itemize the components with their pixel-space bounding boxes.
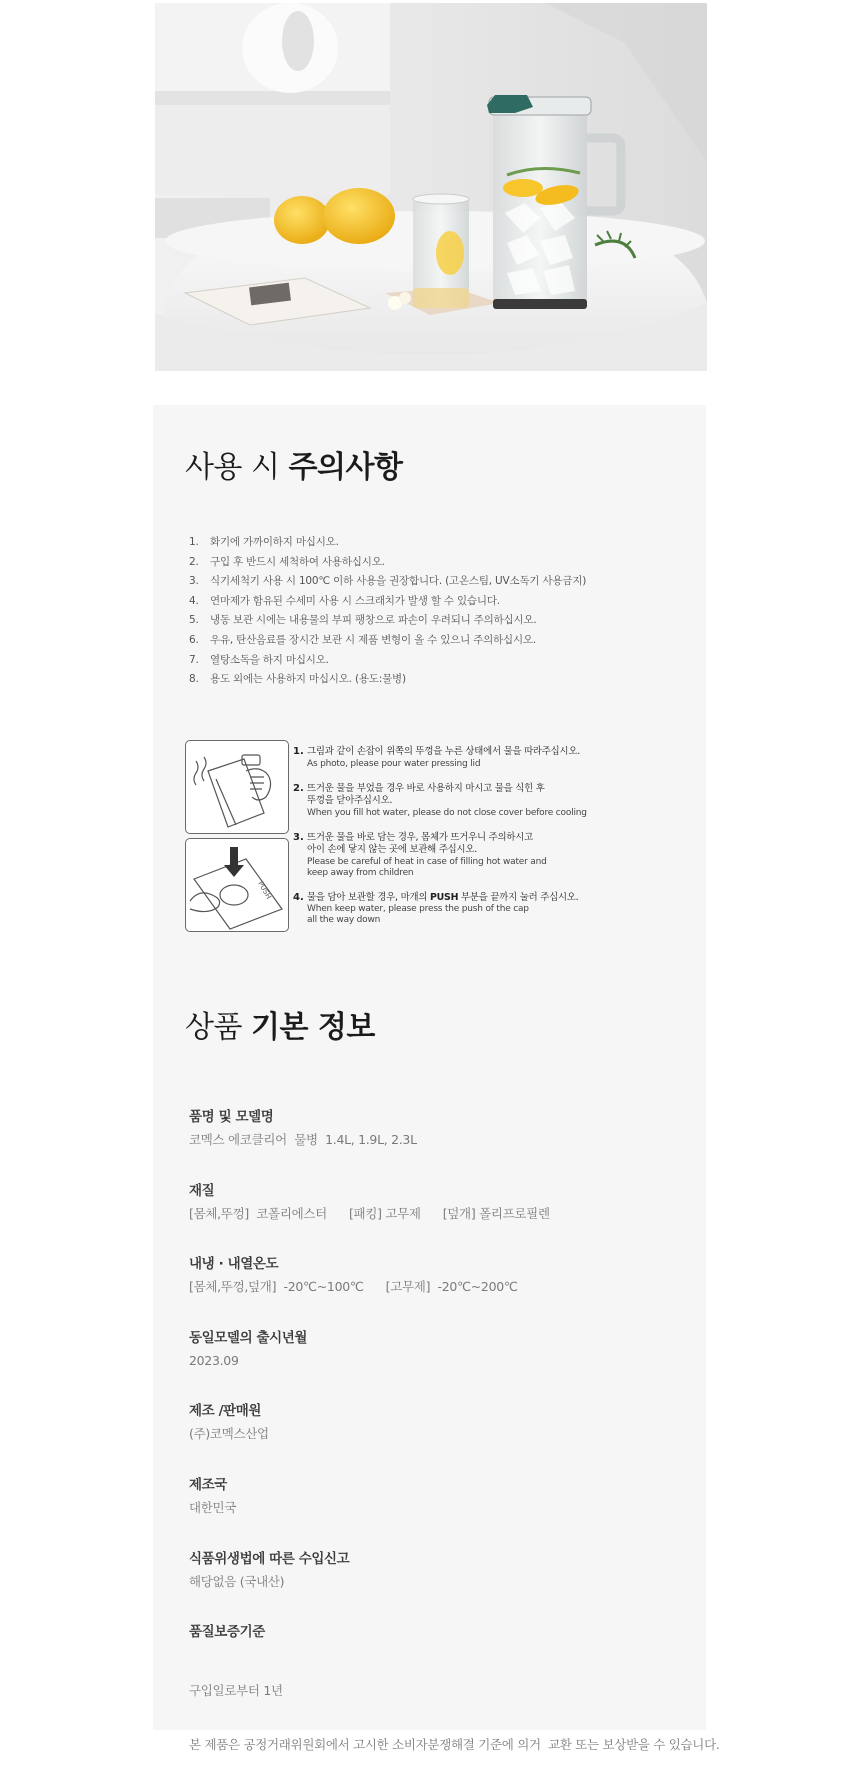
spec-item [189,1547,689,1621]
spec-label: 동일모델의 출시년월 [189,1329,308,1346]
instruction-step: 3. 뜨거운 물을 바로 담는 경우, 몸체가 뜨거우니 주의하시고 아이 손에 닿지 않는 곳에 보관해 주십시오. Please be careful of heat in case of filling hot water and keep away from children [293,831,547,878]
caution-item: 4. 연마제가 함유된 수세미 사용 시 스크래치가 발생 할 수 있습니다. [189,594,500,607]
spec-label: 품질보증기준 [189,1624,265,1641]
instruction-step: 1. 그림과 같이 손잡이 위쪽의 뚜껑을 누른 상태에서 물을 따라주십시오. As photo, please pour water pressing lid [293,746,580,769]
spec-item [189,1326,689,1400]
spec-item [189,1252,689,1326]
spec-value: (주)코멕스산업 [189,1426,269,1442]
spec-value: 대한민국 [189,1499,237,1515]
caution-item: 1. 화기에 가까이하지 마십시오. [189,536,339,548]
spec-list [189,1105,720,1753]
usage-instructions [293,746,693,939]
spec-value: [몸체,뚜껑] 코폴리에스터 [패킹] 고무제 [덮개] 폴리프로필렌 [189,1205,550,1221]
spec-value: 해당없음 (국내산) [189,1573,285,1589]
spec-value: 구입일로부터 1년 본 제품은 공정거래위원회에서 고시한 소비자분쟁해결 기준에 의거 교환 또는 보상받을 수 있습니다. [189,1683,720,1753]
push-stamp: PUSH [256,880,273,901]
spec-label: 식품위생법에 따른 수입신고 [189,1550,350,1567]
spec-value: 2023.09 [189,1352,239,1368]
spec-item [189,1179,689,1253]
caution-item: 2. 구입 후 반드시 세척하여 사용하십시오. [189,555,385,568]
product-info-title: 상품 기본 정보 [185,1010,375,1045]
spec-item [189,1620,720,1753]
caution-title: 사용 시 주의사항 [185,450,403,485]
info-panel [153,405,720,1753]
caution-item: 8. 용도 외에는 사용하지 마십시오. (용도:물병) [189,673,406,686]
push-cap-illustration [185,838,289,932]
caution-item: 5. 냉동 보관 시에는 내용물의 부피 팽창으로 파손이 우려되니 주의하십시오. [189,614,537,627]
caution-list [189,533,586,690]
spec-item [189,1105,689,1179]
instruction-step: 2. 뜨거운 물을 부었을 경우 바로 사용하지 마시고 물을 식힌 후 뚜껑을 닫아주십시오. When you fill hot water, please do not close cover before cooling [293,782,587,818]
product-hero-photo [155,3,707,371]
spec-item [189,1399,689,1473]
spec-label: 품명 및 모델명 [189,1109,274,1125]
instruction-step: 4. 물을 담아 보관할 경우, 마개의 PUSH 부분을 끝까지 눌러 주십시오. When keep water, please press the push of the cap all the way down [293,891,579,925]
spec-value: 코멕스 에코클리어 물병 1.4L, 1.9L, 2.3L [189,1132,417,1147]
spec-label: 재질 [189,1182,215,1199]
spec-label: 제조국 [189,1476,227,1493]
spec-label: 제조 /판매원 [189,1403,262,1420]
caution-item: 7. 열탕소독을 하지 마십시오. [189,653,329,666]
spec-label: 내냉 · 내열온도 [189,1256,279,1273]
caution-item: 6. 우유, 탄산음료를 장시간 보관 시 제품 변형이 올 수 있으니 주의하십시오. [189,633,536,646]
spec-item [189,1473,689,1547]
pouring-illustration [185,740,289,834]
spec-value: [몸체,뚜껑,덮개] -20℃~100℃ [고무제] -20℃~200℃ [189,1279,518,1295]
caution-item: 3. 식기세척기 사용 시 100℃ 이하 사용을 권장합니다. (고온스팀, UV소독기 사용금지) [189,575,587,588]
